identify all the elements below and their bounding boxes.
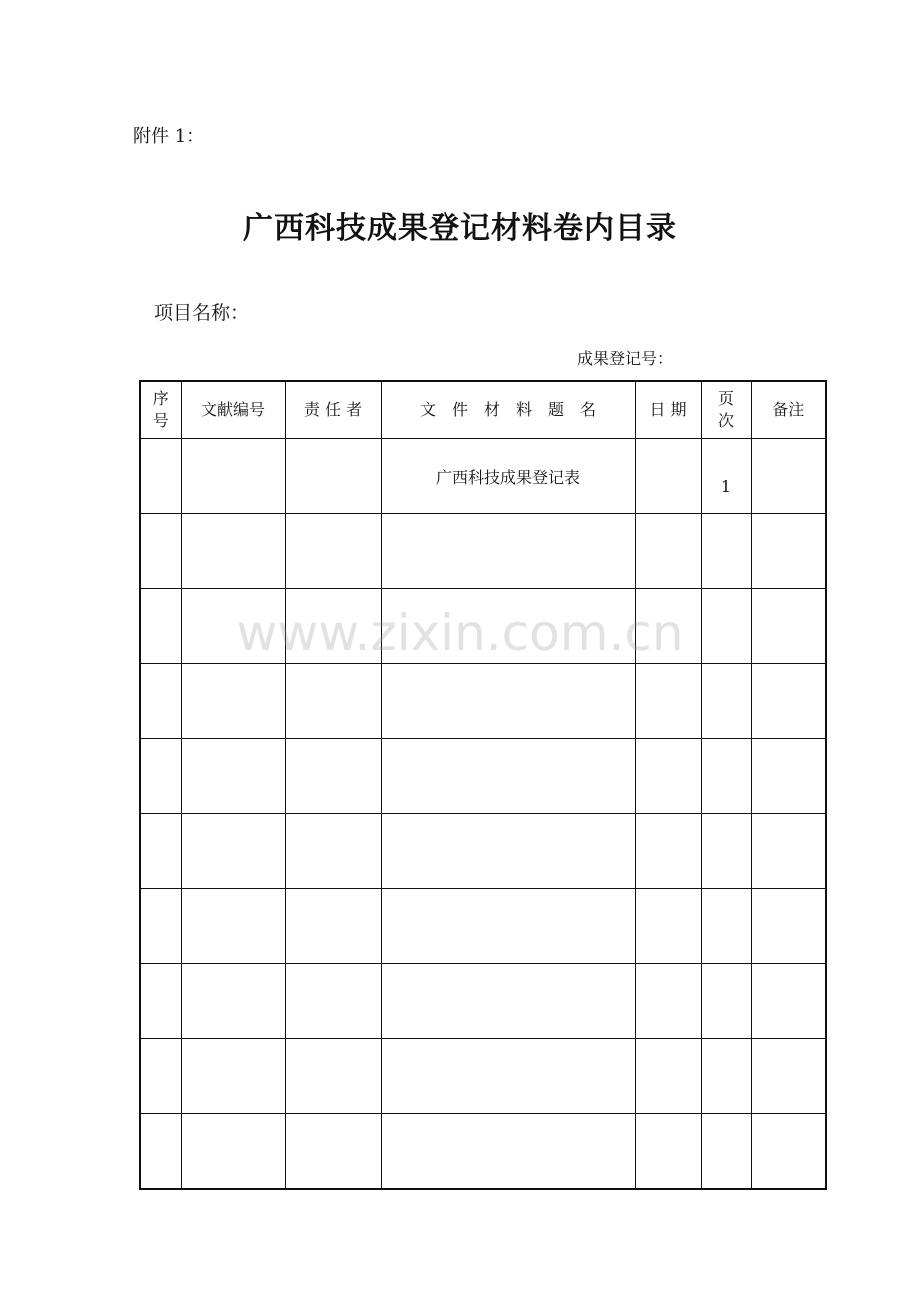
project-name-label: 项目名称：: [154, 302, 250, 324]
cell-seq: [140, 514, 181, 589]
cell-date: [635, 439, 701, 514]
cell-responsible: [285, 1114, 381, 1190]
cell-doc-title: [381, 1039, 635, 1114]
cell-responsible: [285, 964, 381, 1039]
cell-remarks: [751, 1114, 826, 1190]
cell-responsible: [285, 589, 381, 664]
cell-doc-no: [181, 814, 285, 889]
table-row: [140, 1114, 826, 1190]
cell-seq: [140, 1039, 181, 1114]
cell-seq: [140, 739, 181, 814]
cell-remarks: [751, 1039, 826, 1114]
cell-doc-title: [381, 964, 635, 1039]
header-seq: 序号: [140, 381, 181, 439]
header-document-title: 文 件 材 料 题 名: [381, 381, 635, 439]
cell-remarks: [751, 589, 826, 664]
cell-doc-no: [181, 1114, 285, 1190]
table-row: [140, 889, 826, 964]
cell-responsible: [285, 814, 381, 889]
cell-doc-no: [181, 439, 285, 514]
header-doc-number: 文献编号: [181, 381, 285, 439]
cell-doc-no: [181, 589, 285, 664]
cell-pages: [701, 814, 751, 889]
page-title: 广西科技成果登记材料卷内目录: [243, 211, 677, 246]
cell-date: [635, 1039, 701, 1114]
cell-doc-title: [381, 664, 635, 739]
cell-remarks: [751, 664, 826, 739]
attachment-label: 附件 1：: [133, 126, 205, 147]
table-row: [140, 589, 826, 664]
cell-pages: [701, 514, 751, 589]
registration-number-label: 成果登记号：: [577, 349, 674, 368]
cell-remarks: [751, 964, 826, 1039]
cell-remarks: [751, 889, 826, 964]
cell-remarks: [751, 514, 826, 589]
cell-seq: [140, 1114, 181, 1190]
cell-doc-no: [181, 889, 285, 964]
cell-remarks: [751, 439, 826, 514]
catalog-table: [139, 380, 827, 1190]
cell-date: [635, 964, 701, 1039]
cell-pages: [701, 739, 751, 814]
cell-doc-title: [381, 814, 635, 889]
table-header-row: [140, 381, 826, 439]
cell-seq: [140, 664, 181, 739]
cell-responsible: [285, 439, 381, 514]
cell-date: [635, 589, 701, 664]
cell-pages: [701, 1039, 751, 1114]
cell-doc-title: [381, 889, 635, 964]
cell-pages: [701, 1114, 751, 1190]
cell-remarks: [751, 814, 826, 889]
table-row: [140, 739, 826, 814]
cell-doc-no: [181, 514, 285, 589]
header-remarks: 备注: [751, 381, 826, 439]
table-row: [140, 814, 826, 889]
cell-pages: 1: [701, 439, 751, 514]
table-row: [140, 439, 826, 514]
cell-doc-no: [181, 964, 285, 1039]
cell-pages: [701, 664, 751, 739]
header-pages: 页次: [701, 381, 751, 439]
watermark: www.zixin.com.cn: [236, 604, 684, 662]
cell-doc-title: 广西科技成果登记表: [381, 439, 635, 514]
cell-doc-title: [381, 514, 635, 589]
cell-date: [635, 889, 701, 964]
cell-pages: [701, 964, 751, 1039]
header-responsible: 责 任 者: [285, 381, 381, 439]
cell-date: [635, 739, 701, 814]
table-row: [140, 514, 826, 589]
table-row: [140, 1039, 826, 1114]
cell-responsible: [285, 739, 381, 814]
cell-date: [635, 1114, 701, 1190]
cell-doc-title: [381, 589, 635, 664]
cell-responsible: [285, 664, 381, 739]
cell-seq: [140, 589, 181, 664]
cell-responsible: [285, 889, 381, 964]
cell-doc-no: [181, 1039, 285, 1114]
cell-doc-no: [181, 739, 285, 814]
cell-seq: [140, 439, 181, 514]
cell-date: [635, 514, 701, 589]
cell-seq: [140, 964, 181, 1039]
cell-date: [635, 664, 701, 739]
cell-seq: [140, 814, 181, 889]
cell-doc-title: [381, 739, 635, 814]
cell-responsible: [285, 514, 381, 589]
cell-pages: [701, 889, 751, 964]
cell-doc-title: [381, 1114, 635, 1190]
cell-pages: [701, 589, 751, 664]
table-row: [140, 664, 826, 739]
table-row: [140, 964, 826, 1039]
cell-remarks: [751, 739, 826, 814]
cell-date: [635, 814, 701, 889]
cell-responsible: [285, 1039, 381, 1114]
header-date: 日 期: [635, 381, 701, 439]
cell-doc-no: [181, 664, 285, 739]
cell-seq: [140, 889, 181, 964]
